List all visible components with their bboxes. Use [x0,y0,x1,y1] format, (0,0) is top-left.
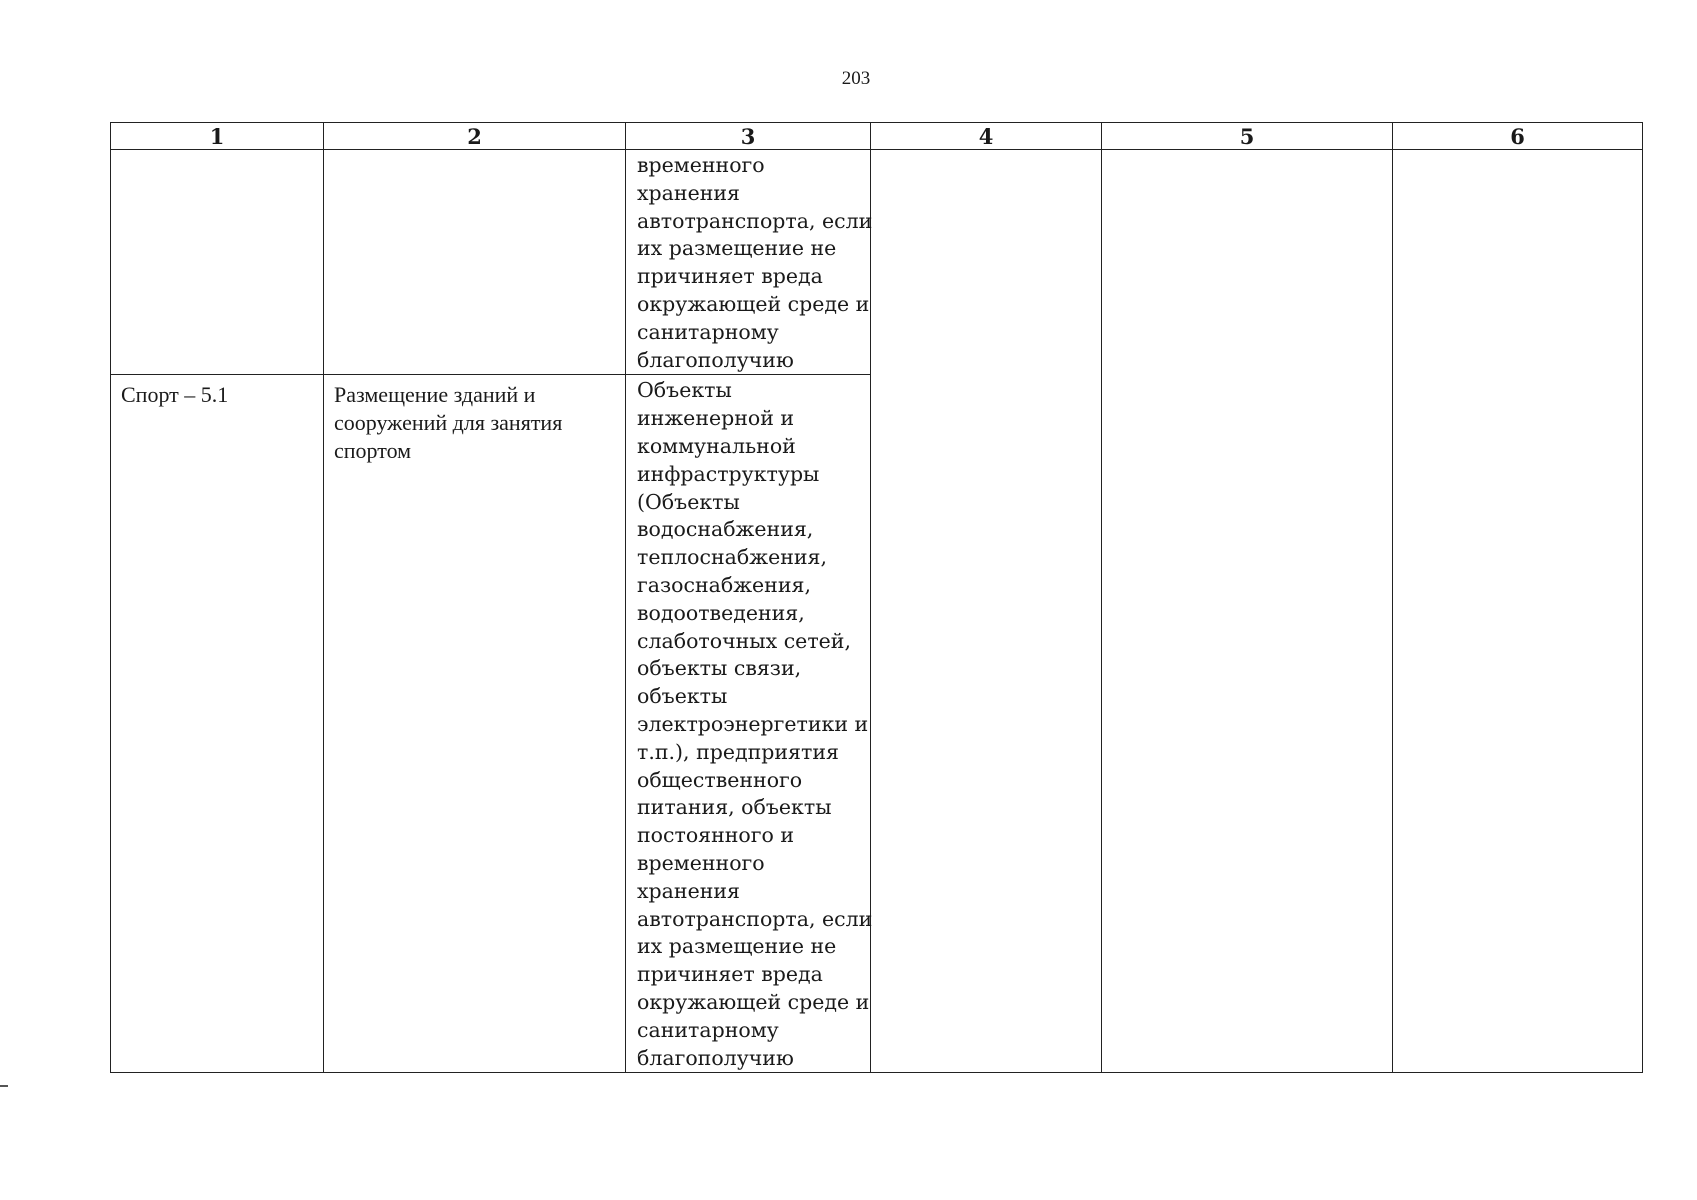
text-line: их размещение не [637,934,837,959]
text-line: временного [637,850,765,875]
text-line: временного [637,153,765,177]
text-line: санитарному [637,1017,779,1042]
text-line: хранения [637,180,740,205]
scan-mark [0,1085,8,1087]
row-1-col-3 [626,150,871,375]
text-line: автотранспорта, если [637,906,873,931]
text-line: благополучию [637,347,794,372]
text-line: питания, объекты [637,795,832,820]
text-line: Объекты [637,378,732,403]
text-line: причиняет вреда [637,962,823,987]
text-line: объекты связи, [637,656,802,681]
text-line: окружающей среде и [637,291,870,316]
row-2-col-3 [626,375,871,1073]
row-2-col-1 [111,375,324,1073]
text-line: сооружений для занятия [334,410,563,436]
text-line: автотранспорта, если [637,208,873,233]
text-line: водоотведения, [637,600,805,625]
table-header-row [111,123,1643,150]
row-2-col-3-text [626,375,873,1072]
column-header-6: 6 [1393,123,1643,150]
column-header-1: 1 [111,123,324,150]
document-table [110,122,1643,1073]
table-row [111,150,1643,375]
text-line: хранения [637,878,740,903]
text-line: Размещение зданий и [334,382,536,408]
text-line: их размещение не [637,236,837,261]
row-1-col-2 [324,150,626,375]
text-line: (Объекты [637,489,740,514]
row-1-col-1-text [111,150,323,156]
col-6-cell [1393,150,1643,1073]
column-header-3: 3 [626,123,871,150]
col-5-text [1102,150,1392,156]
text-line: т.п.), предприятия [637,739,839,764]
text-line: газоснабжения, [637,572,811,597]
text-line: водоснабжения, [637,517,814,542]
col-6-text [1393,150,1642,156]
text-line: общественного [637,767,803,792]
text-line: спортом [334,438,412,464]
text-line: теплоснабжения, [637,545,827,570]
text-line: окружающей среде и [637,989,870,1014]
col-5-cell [1102,150,1393,1073]
text-line: электроэнергетики и [637,711,869,736]
page-number: 203 [841,68,871,89]
text-line: коммунальной [637,433,796,458]
row-1-col-2-text [324,150,625,156]
text-line: объекты [637,684,728,709]
row-2-col-2 [324,375,626,1073]
text-line: причиняет вреда [637,264,823,289]
col-4-text [871,150,1101,156]
text-line: инфраструктуры [637,461,820,486]
row-2-col-1-text: Спорт – 5.1 [121,382,229,408]
row-1-col-3-text [626,150,873,374]
text-line: инженерной и [637,406,795,431]
column-header-2: 2 [324,123,626,150]
col-4-cell [871,150,1102,1073]
text-line: благополучию [637,1045,794,1070]
column-header-4: 4 [871,123,1102,150]
text-line: санитарному [637,319,779,344]
text-line: постоянного и [637,823,795,848]
row-1-col-1 [111,150,324,375]
column-header-5: 5 [1102,123,1393,150]
text-line: слаботочных сетей, [637,628,851,653]
row-2-col-2-text [324,375,625,465]
